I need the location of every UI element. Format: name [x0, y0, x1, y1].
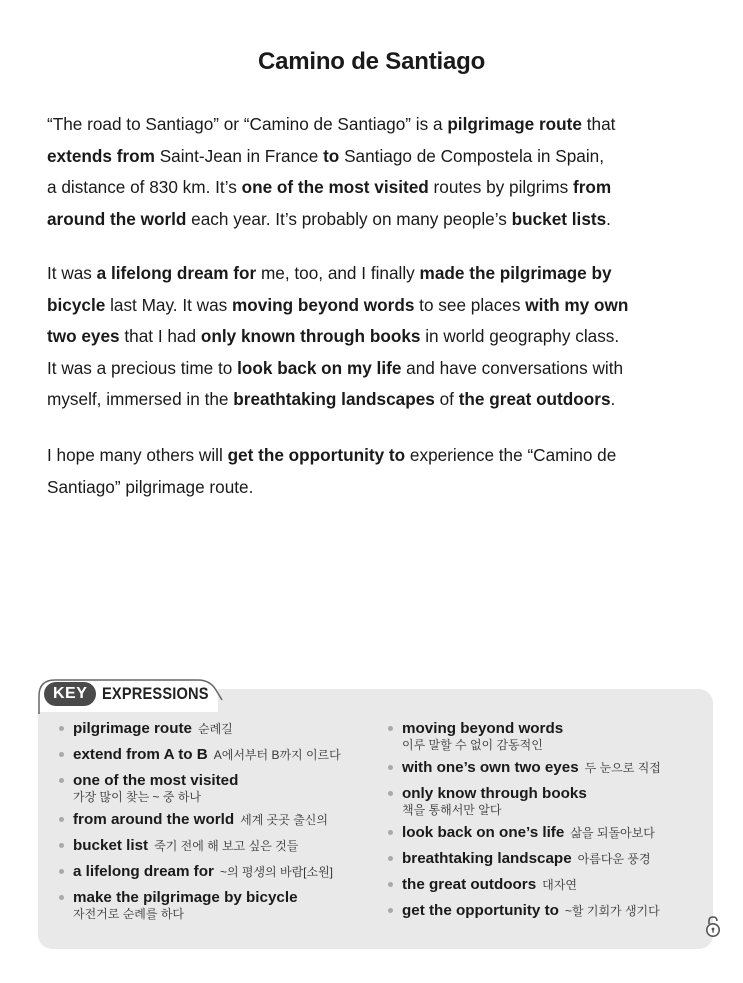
expression-english: make the pilgrimage by bicycle — [73, 889, 298, 906]
expression-item — [56, 862, 376, 882]
bullet-icon — [59, 817, 64, 822]
bullet-icon — [59, 843, 64, 848]
bold-phrase: around the world — [47, 208, 187, 229]
expression-korean: ~의 평생의 바람[소원] — [219, 865, 334, 879]
expression-korean: 죽기 전에 해 보고 싶은 것들 — [154, 839, 299, 853]
text-run: . — [610, 389, 616, 409]
expression-english: get the opportunity to — [402, 902, 559, 919]
paragraph-1 — [47, 109, 697, 235]
expression-korean: A에서부터 B까지 이르다 — [213, 748, 341, 762]
expression-english: breathtaking landscape — [402, 850, 572, 867]
text-run: last May. It was — [105, 294, 233, 315]
expression-item — [56, 836, 376, 856]
bold-phrase: get the opportunity to — [227, 445, 406, 465]
bullet-icon — [59, 895, 64, 900]
expression-english: the great outdoors — [402, 876, 537, 893]
text-run: experience the “Camino de — [405, 445, 617, 465]
expression-item — [56, 888, 376, 921]
lock-icon — [704, 915, 722, 939]
bold-phrase: a lifelong dream for — [96, 263, 257, 283]
text-run: and have conversations with — [401, 357, 624, 378]
bold-phrase: bicycle — [47, 294, 106, 315]
bullet-icon — [388, 791, 393, 796]
expression-item — [56, 771, 376, 804]
text-run: that I had — [119, 326, 201, 346]
bold-phrase: to — [323, 145, 340, 166]
expression-item — [385, 849, 705, 869]
text-run: It was — [47, 263, 97, 283]
text-run: I hope many others will — [47, 445, 228, 465]
expression-korean: 가장 많이 찾는 ~ 중 하나 — [73, 790, 202, 804]
expression-item — [385, 875, 705, 895]
expression-english: bucket list — [73, 837, 149, 854]
expression-korean: 순례길 — [198, 722, 233, 736]
bullet-icon — [388, 830, 393, 835]
expressions-right-column — [385, 719, 705, 927]
bullet-icon — [388, 856, 393, 861]
text-run: Santiago” pilgrimage route. — [47, 476, 254, 497]
expression-english: moving beyond words — [402, 720, 564, 737]
expression-korean: 이루 말할 수 없이 감동적인 — [402, 738, 543, 752]
text-run: . — [606, 208, 611, 229]
bold-phrase: with my own — [525, 294, 629, 315]
expression-item — [56, 719, 376, 739]
text-run: to see places — [414, 294, 526, 315]
bullet-icon — [388, 882, 393, 887]
bold-phrase: from — [573, 177, 612, 197]
bold-phrase: made the pilgrimage by — [419, 263, 612, 283]
text-run: routes by pilgrims — [428, 177, 573, 197]
text-run: It was a precious time to — [47, 357, 238, 378]
expression-english: from around the world — [73, 811, 235, 828]
expression-english: a lifelong dream for — [73, 863, 214, 880]
text-run: myself, immersed in the — [47, 389, 234, 409]
expression-item — [385, 719, 705, 752]
text-run: that — [581, 114, 616, 134]
bullet-icon — [59, 726, 64, 731]
expression-english: with one’s own two eyes — [402, 759, 579, 776]
text-run: Saint-Jean in France — [154, 145, 324, 166]
expressions-left-column — [56, 719, 376, 927]
expression-korean: 아름다운 풍경 — [577, 852, 651, 866]
bullet-icon — [59, 752, 64, 757]
expression-korean: 책을 통해서만 알다 — [402, 803, 502, 817]
expressions-heading: EXPRESSIONS — [102, 684, 209, 703]
expression-english: one of the most visited — [73, 772, 239, 789]
paragraph-3 — [47, 440, 697, 503]
expression-english: only know through books — [402, 785, 587, 802]
expression-item — [56, 810, 376, 830]
bullet-icon — [388, 726, 393, 731]
bold-phrase: look back on my life — [237, 357, 402, 378]
bullet-icon — [59, 778, 64, 783]
key-badge: KEY — [44, 682, 96, 706]
bullet-icon — [388, 908, 393, 913]
expression-korean: 삶을 되돌아보다 — [570, 826, 655, 840]
bold-phrase: bucket lists — [511, 208, 607, 229]
bold-phrase: pilgrimage route — [447, 114, 582, 134]
expression-korean: 대자연 — [542, 878, 577, 892]
expression-item — [56, 745, 376, 765]
text-run: me, too, and I finally — [256, 263, 420, 283]
expression-item — [385, 784, 705, 817]
expression-korean: ~할 기회가 생기다 — [564, 904, 660, 918]
bold-phrase: the great outdoors — [458, 389, 611, 409]
page-title: Camino de Santiago — [257, 48, 486, 75]
expression-item — [385, 758, 705, 778]
text-run: Santiago de Compostela in Spain, — [339, 145, 604, 166]
bold-phrase: only known through books — [200, 326, 421, 346]
text-run: “The road to Santiago” or “Camino de Santiago” is a — [47, 114, 448, 134]
bullet-icon — [59, 869, 64, 874]
text-run: of — [434, 389, 459, 409]
bullet-icon — [388, 765, 393, 770]
text-run: in world geography class. — [420, 326, 620, 346]
expression-korean: 세계 곳곳 출신의 — [240, 813, 328, 827]
expression-english: look back on one’s life — [402, 824, 565, 841]
text-run: a distance of 830 km. It’s — [47, 177, 242, 197]
expression-item — [385, 823, 705, 843]
bold-phrase: two eyes — [47, 326, 120, 346]
bold-phrase: breathtaking landscapes — [233, 389, 435, 409]
expression-english: extend from A to B — [73, 746, 208, 763]
bold-phrase: moving beyond words — [232, 294, 415, 315]
expression-item — [385, 901, 705, 921]
bold-phrase: extends from — [47, 145, 155, 166]
bold-phrase: one of the most visited — [241, 177, 429, 197]
text-run: each year. It’s probably on many people’s — [186, 208, 512, 229]
expression-english: pilgrimage route — [73, 720, 192, 737]
expression-korean: 자전거로 순례를 하다 — [73, 907, 184, 921]
expression-korean: 두 눈으로 직접 — [584, 761, 661, 775]
paragraph-2 — [47, 258, 697, 416]
